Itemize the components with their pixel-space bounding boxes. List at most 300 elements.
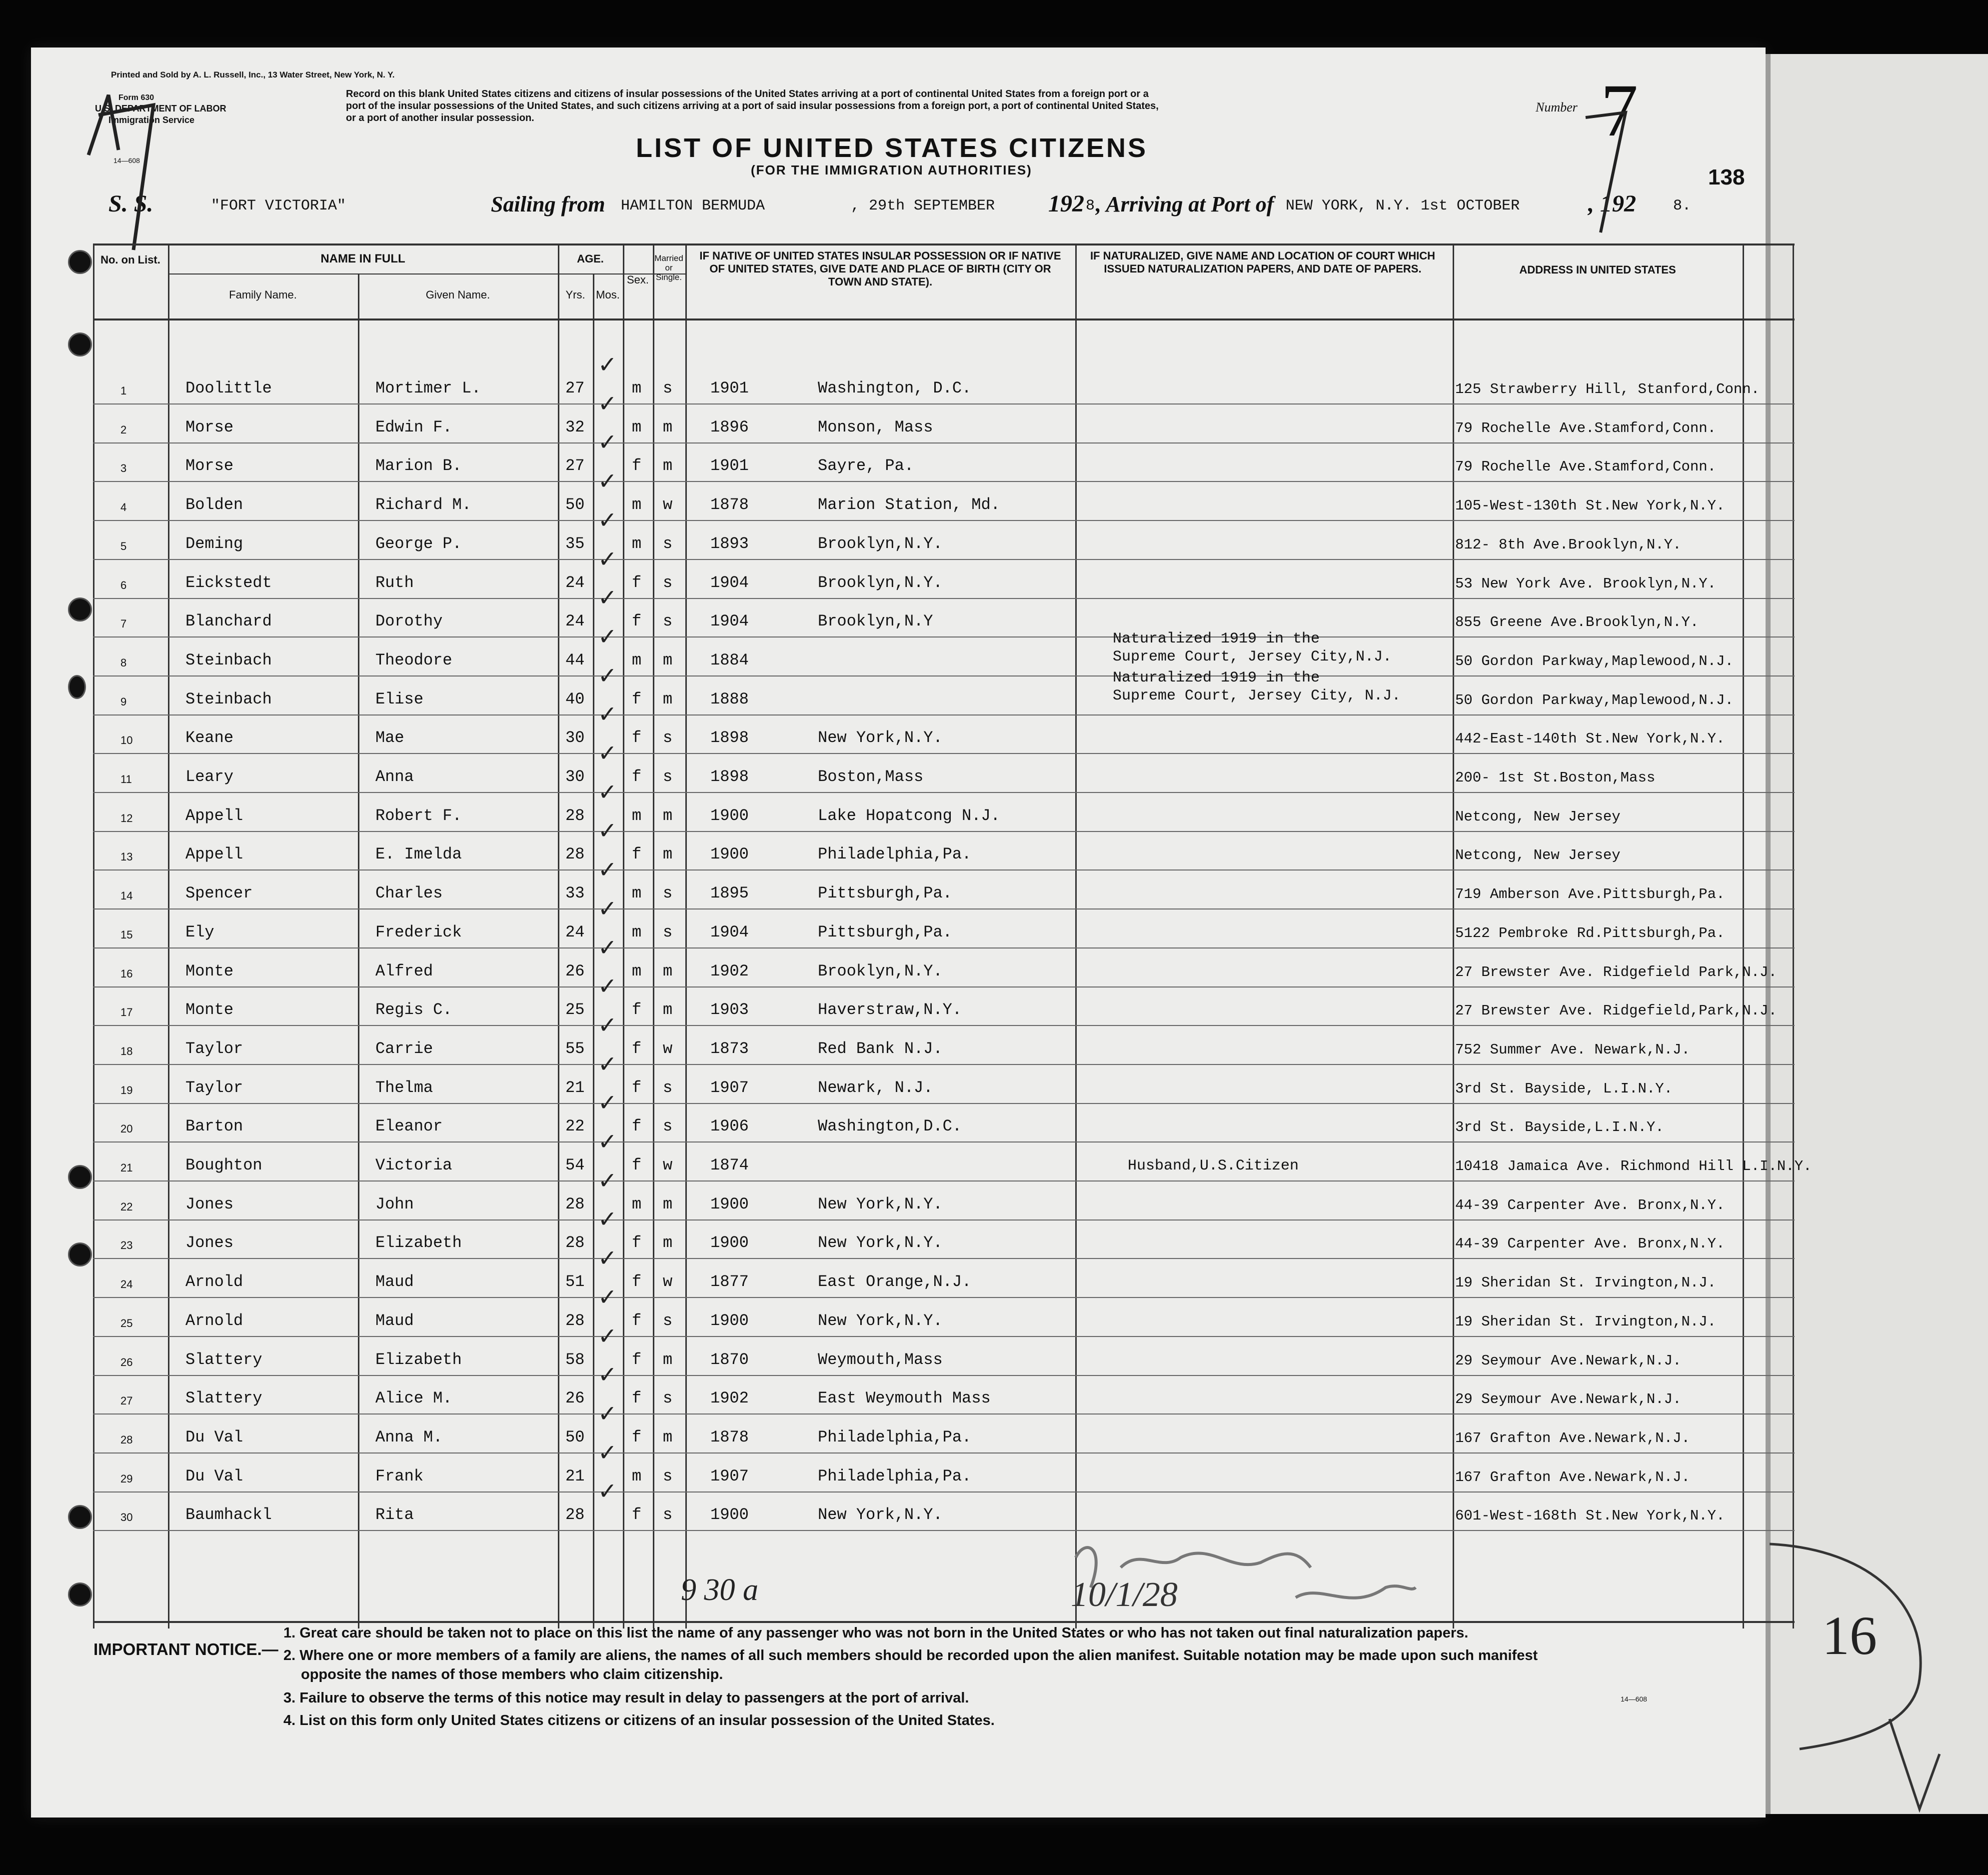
family-name: Boughton bbox=[185, 1156, 262, 1174]
birth-year: 1900 bbox=[710, 1194, 749, 1214]
row-number: 21 bbox=[120, 1162, 133, 1174]
birth-year: 1907 bbox=[710, 1078, 749, 1097]
birth-year: 1874 bbox=[710, 1156, 749, 1174]
table-row bbox=[93, 584, 1795, 638]
side-scribble bbox=[1770, 1529, 1988, 1829]
check-mark: ✓ bbox=[598, 973, 617, 1000]
address: 601-West-168th St.New York,N.Y. bbox=[1455, 1508, 1725, 1524]
birth-place: Brooklyn,N.Y. bbox=[818, 534, 943, 553]
header-mos: Mos. bbox=[596, 288, 620, 301]
address: 167 Grafton Ave.Newark,N.J. bbox=[1455, 1468, 1690, 1486]
row-number: 9 bbox=[120, 695, 127, 708]
check-mark: ✓ bbox=[598, 1400, 617, 1426]
age-years: 50 bbox=[565, 1428, 585, 1446]
age-years: 27 bbox=[565, 456, 585, 476]
sailing-from: HAMILTON BERMUDA bbox=[621, 198, 765, 214]
birth-year: 1898 bbox=[710, 768, 749, 786]
sex: f bbox=[632, 1506, 642, 1524]
age-years: 33 bbox=[565, 884, 585, 903]
given-name: Maud bbox=[375, 1272, 414, 1292]
birth-place: New York,N.Y. bbox=[818, 1311, 943, 1330]
birth-year: 1888 bbox=[710, 690, 749, 708]
notice-item-1: 1. Great care should be taken not to place on this list the name of any passenger who was not born in the United States or who has not taken out final naturalization papers. bbox=[283, 1625, 1469, 1641]
marital-status: s bbox=[663, 1078, 673, 1097]
address: Netcong, New Jersey bbox=[1455, 847, 1621, 864]
sex: m bbox=[632, 418, 642, 436]
ship-name: "FORT VICTORIA" bbox=[211, 198, 346, 214]
check-mark: ✓ bbox=[598, 1206, 617, 1232]
age-years: 28 bbox=[565, 1194, 585, 1214]
ss-label: S. S. bbox=[108, 190, 153, 217]
row-number: 30 bbox=[120, 1511, 133, 1524]
number-value: 7 bbox=[1601, 69, 1638, 152]
sex: f bbox=[632, 1156, 642, 1174]
check-mark: ✓ bbox=[598, 584, 617, 611]
family-name: Slattery bbox=[185, 1350, 262, 1369]
naturalization-note: Naturalized 1919 in the bbox=[1113, 630, 1320, 648]
birth-year: 1901 bbox=[710, 456, 749, 476]
address: 79 Rochelle Ave.Stamford,Conn. bbox=[1455, 458, 1717, 476]
sex: m bbox=[632, 962, 642, 980]
header-sex: Sex. bbox=[626, 274, 649, 286]
given-name: Elizabeth bbox=[375, 1234, 462, 1252]
marital-status: w bbox=[663, 1039, 673, 1058]
notice-item-4: 4. List on this form only United States citizens or citizens of an insular possession of the United States. bbox=[283, 1712, 995, 1728]
age-years: 28 bbox=[565, 1234, 585, 1252]
sex: m bbox=[632, 922, 642, 942]
header-birth: IF NATIVE OF UNITED STATES INSULAR POSSESSION OR IF NATIVE OF UNITED STATES, GIVE DATE AND PLACE OF BIRTH (CITY OR TOWN AND STATE). bbox=[699, 250, 1061, 288]
marital-status: m bbox=[663, 1194, 673, 1214]
age-years: 28 bbox=[565, 1311, 585, 1330]
check-mark: ✓ bbox=[598, 740, 617, 766]
header-address: ADDRESS IN UNITED STATES bbox=[1519, 264, 1676, 276]
arr-year: 8. bbox=[1673, 198, 1692, 214]
page-number: 138 bbox=[1708, 165, 1745, 190]
sex: f bbox=[632, 1078, 642, 1097]
check-mark: ✓ bbox=[598, 1245, 617, 1272]
row-number: 29 bbox=[120, 1472, 133, 1485]
check-mark: ✓ bbox=[598, 429, 617, 456]
address: 752 Summer Ave. Newark,N.J. bbox=[1455, 1041, 1690, 1058]
check-mark: ✓ bbox=[598, 818, 617, 844]
birth-year: 1904 bbox=[710, 612, 749, 631]
row-number: 1 bbox=[120, 384, 127, 397]
birth-place: Red Bank N.J. bbox=[818, 1039, 943, 1058]
form-number: Form 630 bbox=[118, 94, 154, 102]
marital-status: s bbox=[663, 1311, 673, 1330]
birth-place: Newark, N.J. bbox=[818, 1078, 933, 1097]
marital-status: m bbox=[663, 418, 673, 436]
header-no: No. on List. bbox=[100, 254, 160, 266]
manifest-sheet bbox=[31, 48, 1812, 1818]
record-line-1: Record on this blank United States citizens and citizens of insular possessions of the United States arriving at a port of continental United States from a foreign port or a bbox=[346, 88, 1149, 100]
row-number: 17 bbox=[120, 1006, 133, 1019]
marital-status: m bbox=[663, 806, 673, 825]
marital-status: m bbox=[663, 1350, 673, 1369]
family-name: Arnold bbox=[185, 1311, 243, 1330]
row-number: 12 bbox=[120, 812, 133, 824]
sex: f bbox=[632, 1428, 642, 1446]
marital-status: m bbox=[663, 650, 673, 670]
given-name: Alfred bbox=[375, 962, 433, 980]
address: 44-39 Carpenter Ave. Bronx,N.Y. bbox=[1455, 1236, 1725, 1252]
punch-hole bbox=[68, 1582, 92, 1606]
given-name: Anna M. bbox=[375, 1428, 443, 1446]
family-name: Morse bbox=[185, 418, 234, 436]
row-number: 5 bbox=[120, 540, 127, 552]
age-years: 27 bbox=[565, 379, 585, 398]
marital-status: m bbox=[663, 962, 673, 980]
age-years: 25 bbox=[565, 1000, 585, 1020]
sex: m bbox=[632, 496, 642, 514]
address: Netcong, New Jersey bbox=[1455, 808, 1621, 825]
printer-line: Printed and Sold by A. L. Russell, Inc., 13 Water Street, New York, N. Y. bbox=[111, 70, 395, 80]
notice-item-2: 2. Where one or more members of a family are aliens, the names of all such members should be recorded upon the alien manifest. Suitable notation may be made upon such manifest bbox=[283, 1648, 1538, 1664]
address: 50 Gordon Parkway,Maplewood,N.J. bbox=[1455, 692, 1734, 708]
address: 79 Rochelle Ave.Stamford,Conn. bbox=[1455, 420, 1717, 436]
birth-place: Sayre, Pa. bbox=[818, 456, 914, 476]
birth-place: Washington,D.C. bbox=[818, 1117, 962, 1136]
birth-place: Washington, D.C. bbox=[818, 379, 972, 398]
table-row bbox=[93, 390, 1795, 444]
department: U.S. DEPARTMENT OF LABOR bbox=[95, 104, 226, 114]
row-number: 11 bbox=[120, 773, 132, 786]
birth-place: Brooklyn,N.Y bbox=[818, 612, 933, 631]
age-years: 26 bbox=[565, 962, 585, 980]
address: 29 Seymour Ave.Newark,N.J. bbox=[1455, 1352, 1682, 1369]
address: 167 Grafton Ave.Newark,N.J. bbox=[1455, 1430, 1690, 1446]
given-name: Robert F. bbox=[375, 806, 462, 825]
row-number: 15 bbox=[120, 928, 133, 941]
row-number: 18 bbox=[120, 1044, 133, 1058]
birth-year: 1906 bbox=[710, 1117, 749, 1136]
table-row bbox=[93, 701, 1795, 754]
given-name: Carrie bbox=[375, 1039, 433, 1058]
row-number: 10 bbox=[120, 734, 133, 747]
sail-year-prefix: 192 bbox=[1048, 190, 1084, 217]
header-yrs: Yrs. bbox=[565, 288, 585, 301]
check-mark: ✓ bbox=[598, 895, 617, 922]
marital-status: m bbox=[663, 1000, 673, 1020]
sex: m bbox=[632, 1466, 642, 1486]
check-mark: ✓ bbox=[598, 1284, 617, 1310]
given-name: Edwin F. bbox=[375, 418, 452, 436]
marital-status: s bbox=[663, 379, 673, 398]
given-name: Anna bbox=[375, 768, 414, 786]
service: Immigration Service bbox=[108, 115, 195, 125]
passenger-table bbox=[93, 244, 1812, 1628]
handwritten-time: 9 30 a bbox=[681, 1573, 758, 1607]
row-number: 28 bbox=[120, 1433, 133, 1446]
given-name: Thelma bbox=[375, 1078, 433, 1097]
form-title: LIST OF UNITED STATES CITIZENS bbox=[636, 133, 1148, 163]
address: 719 Amberson Ave.Pittsburgh,Pa. bbox=[1455, 886, 1725, 903]
address: 27 Brewster Ave. Ridgefield Park,N.J. bbox=[1455, 964, 1777, 980]
given-name: Victoria bbox=[375, 1156, 452, 1174]
marital-status: w bbox=[663, 496, 673, 514]
birth-place: Philadelphia,Pa. bbox=[818, 1428, 972, 1446]
age-years: 21 bbox=[565, 1078, 585, 1097]
family-name: Doolittle bbox=[185, 379, 272, 398]
family-name: Baumhackl bbox=[185, 1506, 272, 1524]
birth-place: East Weymouth Mass bbox=[818, 1389, 991, 1408]
given-name: Richard M. bbox=[375, 496, 472, 514]
given-name: Marion B. bbox=[375, 456, 462, 476]
family-name: Appell bbox=[185, 845, 243, 864]
sex: f bbox=[632, 573, 642, 592]
punch-hole bbox=[68, 1165, 92, 1189]
sex: m bbox=[632, 806, 642, 825]
address: 50 Gordon Parkway,Maplewood,N.J. bbox=[1455, 652, 1734, 670]
table-row bbox=[93, 1090, 1795, 1142]
punch-hole bbox=[68, 1242, 92, 1266]
sex: f bbox=[632, 612, 642, 631]
check-mark: ✓ bbox=[598, 390, 617, 416]
table-row bbox=[93, 623, 1795, 676]
given-name: Theodore bbox=[375, 650, 452, 670]
age-years: 28 bbox=[565, 1506, 585, 1524]
check-mark: ✓ bbox=[598, 1439, 617, 1466]
check-mark: ✓ bbox=[598, 662, 617, 688]
header-name-in-full: NAME IN FULL bbox=[320, 252, 405, 266]
sex: f bbox=[632, 1117, 642, 1136]
address: 27 Brewster Ave. Ridgefield,Park,N.J. bbox=[1455, 1002, 1777, 1020]
given-name: Regis C. bbox=[375, 1000, 452, 1020]
family-name: Arnold bbox=[185, 1272, 243, 1292]
given-name: Mortimer L. bbox=[375, 379, 481, 398]
address: 19 Sheridan St. Irvington,N.J. bbox=[1455, 1313, 1717, 1330]
record-line-2: port of the insular possessions of the United States, and such citizens arriving at a port of said insular possessions from a foreign port, a port of continental United States, bbox=[346, 100, 1159, 112]
age-years: 28 bbox=[565, 806, 585, 825]
row-number: 13 bbox=[120, 850, 133, 864]
birth-year: 1900 bbox=[710, 1234, 749, 1252]
check-mark: ✓ bbox=[598, 1050, 617, 1077]
birth-year: 1870 bbox=[710, 1350, 749, 1369]
check-mark: ✓ bbox=[598, 934, 617, 960]
address: 855 Greene Ave.Brooklyn,N.Y. bbox=[1455, 614, 1699, 631]
header-married: Married or Single. bbox=[654, 254, 683, 282]
age-years: 44 bbox=[565, 650, 585, 670]
arr-year-prefix: , 192 bbox=[1588, 190, 1636, 217]
check-mark: ✓ bbox=[598, 1090, 617, 1116]
marital-status: s bbox=[663, 1117, 673, 1136]
age-years: 35 bbox=[565, 534, 585, 553]
age-years: 26 bbox=[565, 1389, 585, 1408]
sail-date: , 29th SEPTEMBER bbox=[851, 198, 995, 214]
birth-year: 1904 bbox=[710, 922, 749, 942]
sex: m bbox=[632, 1194, 642, 1214]
birth-place: Brooklyn,N.Y. bbox=[818, 962, 943, 980]
sailing-label: Sailing from bbox=[491, 192, 605, 216]
check-mark: ✓ bbox=[598, 778, 617, 805]
sail-year: 8 bbox=[1086, 198, 1095, 214]
given-name: Eleanor bbox=[375, 1117, 443, 1136]
age-years: 30 bbox=[565, 768, 585, 786]
birth-place: Monson, Mass bbox=[818, 418, 933, 436]
punch-hole bbox=[68, 250, 92, 274]
family-name: Morse bbox=[185, 456, 234, 476]
check-mark: ✓ bbox=[598, 623, 617, 650]
check-mark: ✓ bbox=[598, 701, 617, 728]
sex: f bbox=[632, 1000, 642, 1020]
birth-year: 1893 bbox=[710, 534, 749, 553]
family-name: Barton bbox=[185, 1117, 243, 1136]
address: 125 Strawberry Hill, Stanford,Conn. bbox=[1455, 381, 1760, 398]
marital-status: s bbox=[663, 884, 673, 903]
table-row bbox=[93, 429, 1795, 482]
given-name: John bbox=[375, 1194, 414, 1214]
family-name: Leary bbox=[185, 768, 234, 786]
address: 3rd St. Bayside,L.I.N.Y. bbox=[1455, 1119, 1664, 1136]
address: 3rd St. Bayside, L.I.N.Y. bbox=[1455, 1080, 1673, 1097]
table-row bbox=[93, 352, 1795, 404]
arrival-port: NEW YORK, N.Y. 1st OCTOBER bbox=[1286, 198, 1520, 214]
sex: f bbox=[632, 728, 642, 748]
marital-status: m bbox=[663, 456, 673, 476]
check-mark: ✓ bbox=[598, 1128, 617, 1154]
sex: f bbox=[632, 690, 642, 708]
marital-status: w bbox=[663, 1156, 673, 1174]
family-name: Slattery bbox=[185, 1389, 262, 1408]
age-years: 21 bbox=[565, 1466, 585, 1486]
sex: f bbox=[632, 768, 642, 786]
marital-status: m bbox=[663, 690, 673, 708]
marital-status: s bbox=[663, 573, 673, 592]
check-mark: ✓ bbox=[598, 468, 617, 494]
birth-place: Pittsburgh,Pa. bbox=[818, 884, 952, 903]
birth-year: 1896 bbox=[710, 418, 749, 436]
marital-status: m bbox=[663, 845, 673, 864]
address: 19 Sheridan St. Irvington,N.J. bbox=[1455, 1274, 1717, 1292]
notice-label: IMPORTANT NOTICE.— bbox=[93, 1640, 278, 1658]
side-mark: 16 bbox=[1822, 1605, 1877, 1666]
check-mark: ✓ bbox=[598, 546, 617, 572]
family-name: Jones bbox=[185, 1194, 234, 1214]
birth-year: 1901 bbox=[710, 379, 749, 398]
form-code-top: 14—608 bbox=[113, 156, 140, 164]
table-row bbox=[93, 662, 1795, 716]
sex: f bbox=[632, 1350, 642, 1369]
birth-place: New York,N.Y. bbox=[818, 1506, 943, 1524]
address: 812- 8th Ave.Brooklyn,N.Y. bbox=[1455, 536, 1682, 553]
sex: f bbox=[632, 1389, 642, 1408]
sex: f bbox=[632, 1234, 642, 1252]
given-name: E. Imelda bbox=[375, 845, 462, 864]
punch-hole bbox=[68, 332, 92, 356]
family-name: Taylor bbox=[185, 1039, 243, 1058]
family-name: Monte bbox=[185, 962, 234, 980]
birth-year: 1878 bbox=[710, 1428, 749, 1446]
family-name: Taylor bbox=[185, 1078, 243, 1097]
marital-status: s bbox=[663, 612, 673, 631]
family-name: Bolden bbox=[185, 496, 243, 514]
handwritten-date: 10/1/28 bbox=[1071, 1576, 1178, 1614]
row-number: 3 bbox=[120, 462, 127, 475]
birth-year: 1873 bbox=[710, 1039, 749, 1058]
given-name: Charles bbox=[375, 884, 443, 903]
marital-status: s bbox=[663, 922, 673, 942]
back-sheet bbox=[1770, 54, 1988, 1814]
family-name: Keane bbox=[185, 728, 234, 748]
birth-year: 1898 bbox=[710, 728, 749, 748]
header-age: AGE. bbox=[577, 252, 604, 265]
number-label: Number bbox=[1536, 100, 1578, 114]
row-number: 4 bbox=[120, 501, 127, 514]
table-row bbox=[93, 468, 1795, 521]
punch-hole bbox=[68, 1505, 92, 1529]
family-name: Eickstedt bbox=[185, 573, 272, 592]
given-name: Frederick bbox=[375, 922, 462, 942]
given-name: George P. bbox=[375, 534, 462, 553]
age-years: 50 bbox=[565, 496, 585, 514]
family-name: Spencer bbox=[185, 884, 253, 903]
sex: f bbox=[632, 1039, 642, 1058]
age-years: 58 bbox=[565, 1350, 585, 1369]
birth-year: 1902 bbox=[710, 1389, 749, 1408]
table-row bbox=[93, 546, 1795, 599]
marital-status: s bbox=[663, 768, 673, 786]
row-number: 14 bbox=[120, 890, 133, 902]
check-mark: ✓ bbox=[598, 1362, 617, 1388]
address: 105-West-130th St.New York,N.Y. bbox=[1455, 498, 1725, 514]
birth-year: 1900 bbox=[710, 845, 749, 864]
marital-status: s bbox=[663, 728, 673, 748]
marital-status: s bbox=[663, 1506, 673, 1524]
record-line-3: or a port of another insular possession. bbox=[346, 112, 534, 124]
marital-status: s bbox=[663, 1389, 673, 1408]
birth-place: Weymouth,Mass bbox=[818, 1350, 943, 1369]
age-years: 24 bbox=[565, 922, 585, 942]
birth-year: 1878 bbox=[710, 496, 749, 514]
naturalization-note: Supreme Court, Jersey City,N.J. bbox=[1113, 648, 1392, 666]
sex: m bbox=[632, 379, 642, 398]
check-mark: ✓ bbox=[598, 1167, 617, 1194]
handwritten-mark-top bbox=[1581, 108, 1641, 238]
sex: f bbox=[632, 1272, 642, 1292]
header-family: Family Name. bbox=[229, 288, 297, 301]
sex: m bbox=[632, 650, 642, 670]
family-name: Jones bbox=[185, 1234, 234, 1252]
marital-status: m bbox=[663, 1428, 673, 1446]
marital-status: w bbox=[663, 1272, 673, 1292]
birth-place: New York,N.Y. bbox=[818, 1194, 943, 1214]
address: 200- 1st St.Boston,Mass bbox=[1455, 770, 1656, 786]
family-name: Du Val bbox=[185, 1428, 243, 1446]
family-name: Monte bbox=[185, 1000, 234, 1020]
row-number: 7 bbox=[120, 618, 127, 630]
age-years: 54 bbox=[565, 1156, 585, 1174]
birth-place: Lake Hopatcong N.J. bbox=[818, 806, 1000, 825]
address: 10418 Jamaica Ave. Richmond Hill L.I.N.Y. bbox=[1455, 1158, 1812, 1174]
age-years: 22 bbox=[565, 1117, 585, 1136]
birth-year: 1884 bbox=[710, 650, 749, 670]
header-naturalized: IF NATURALIZED, GIVE NAME AND LOCATION OF COURT WHICH ISSUED NATURALIZATION PAPERS, AND DATE OF PAPERS. bbox=[1090, 250, 1436, 275]
birth-year: 1895 bbox=[710, 884, 749, 903]
birth-year: 1903 bbox=[710, 1000, 749, 1020]
sex: f bbox=[632, 845, 642, 864]
given-name: Dorothy bbox=[375, 612, 443, 631]
row-number: 19 bbox=[120, 1084, 133, 1096]
sex: m bbox=[632, 884, 642, 903]
marital-status: m bbox=[663, 1234, 673, 1252]
birth-year: 1900 bbox=[710, 806, 749, 825]
birth-place: New York,N.Y. bbox=[818, 1234, 943, 1252]
sex: f bbox=[632, 1311, 642, 1330]
age-years: 30 bbox=[565, 728, 585, 748]
punch-hole bbox=[68, 675, 86, 699]
address: 29 Seymour Ave.Newark,N.J. bbox=[1455, 1391, 1682, 1408]
row-number: 24 bbox=[120, 1278, 133, 1291]
